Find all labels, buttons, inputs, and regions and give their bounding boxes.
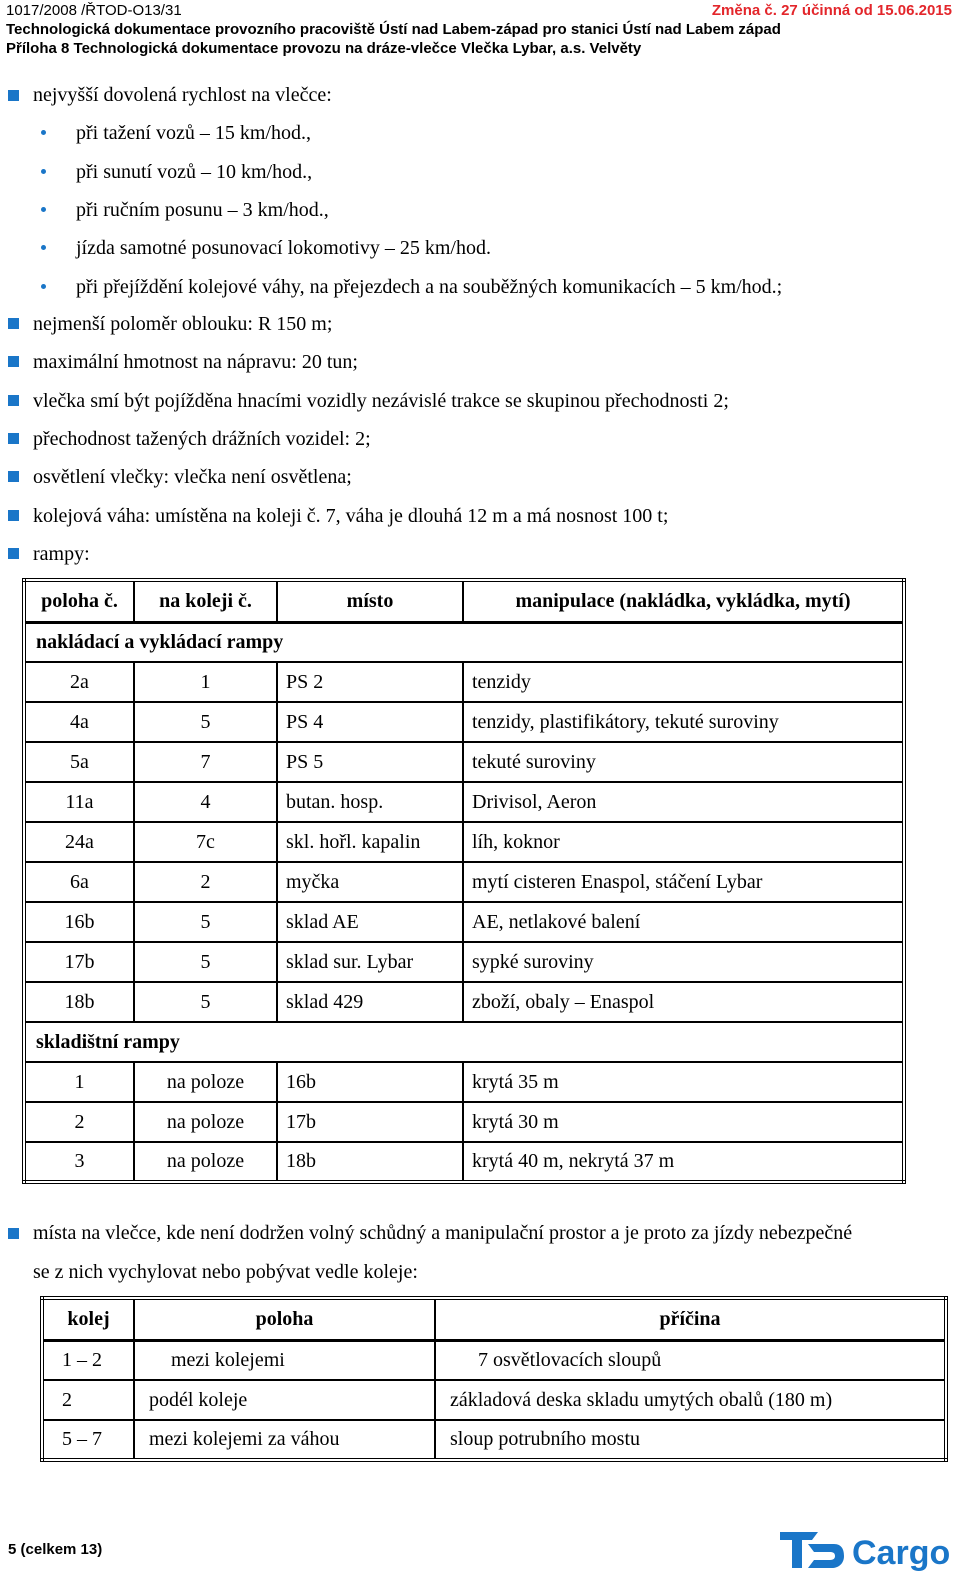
table-row — [42, 1420, 946, 1460]
table-cell: mezi kolejemi — [134, 1340, 435, 1380]
square-bullet-icon — [8, 548, 19, 559]
table-row — [24, 702, 904, 742]
column-header: na koleji č. — [134, 580, 277, 622]
table-row — [42, 1340, 946, 1380]
table-row — [24, 782, 904, 822]
table-cell: krytá 35 m — [463, 1062, 904, 1102]
table-cell: líh, koknor — [463, 822, 904, 862]
table-cell: 17b — [24, 942, 134, 982]
table-cell: Drivisol, Aeron — [463, 782, 904, 822]
table-row — [24, 822, 904, 862]
square-bullet-icon — [8, 356, 19, 367]
table-cell: sklad AE — [277, 902, 463, 942]
table-cell: základová deska skladu umytých obalů (180 m) — [435, 1380, 946, 1420]
danger-text-line1: místa na vlečce, kde není dodržen volný schůdný a manipulační prostor a je proto za jízdy nebezpečné — [33, 1222, 853, 1244]
table-cell: 16b — [24, 902, 134, 942]
table-cell: 2a — [24, 662, 134, 702]
table-cell: podél koleje — [134, 1380, 435, 1420]
table-cell: butan. hosp. — [277, 782, 463, 822]
square-bullet-icon — [8, 1228, 19, 1239]
speed-item: jízda samotné posunovací lokomotivy – 25 km/hod. — [76, 237, 491, 259]
list-item: kolejová váha: umístěna na koleji č. 7, váha je dlouhá 12 m a má nosnost 100 t; — [33, 505, 669, 527]
table-cell: na poloze — [134, 1102, 277, 1142]
speed-intro: nejvyšší dovolená rychlost na vlečce: — [33, 84, 332, 106]
table-cell: 24a — [24, 822, 134, 862]
header-line3: Příloha 8 Technologická dokumentace provozu na dráze-vlečce Vlečka Lybar, a.s. Velvěty — [6, 40, 642, 57]
table-cell: 3 — [24, 1142, 134, 1182]
table-cell: tekuté suroviny — [463, 742, 904, 782]
table-cell: mytí cisteren Enaspol, stáčení Lybar — [463, 862, 904, 902]
column-header: příčina — [435, 1298, 946, 1340]
speed-item: při sunutí vozů – 10 km/hod., — [76, 161, 313, 183]
table-cell: 2 — [24, 1102, 134, 1142]
table-cell: 11a — [24, 782, 134, 822]
table-cell: 5 — [134, 902, 277, 942]
table-row — [24, 902, 904, 942]
header-top — [6, 2, 952, 20]
column-header: místo — [277, 580, 463, 622]
table-cell: na poloze — [134, 1142, 277, 1182]
table-cell: 17b — [277, 1102, 463, 1142]
table-cell: 4a — [24, 702, 134, 742]
dot-bullet-icon — [41, 284, 46, 289]
square-bullet-icon — [8, 90, 19, 101]
cd-logo-icon — [778, 1528, 954, 1572]
header-line2: Technologická dokumentace provozního pracoviště Ústí nad Labem-západ pro stanici Ústí nad Labem západ — [6, 21, 781, 38]
square-bullet-icon — [8, 433, 19, 444]
table-row — [24, 1102, 904, 1142]
table-cell: sklad 429 — [277, 982, 463, 1022]
table-row — [24, 862, 904, 902]
column-header: poloha — [134, 1298, 435, 1340]
table-cell: AE, netlakové balení — [463, 902, 904, 942]
speed-item: při tažení vozů – 15 km/hod., — [76, 122, 311, 144]
list-item: nejmenší poloměr oblouku: R 150 m; — [33, 313, 333, 335]
table-cell: tenzidy — [463, 662, 904, 702]
table-cell: 2 — [42, 1380, 134, 1420]
danger-text-line2: se z nich vychylovat nebo pobývat vedle koleje: — [33, 1261, 418, 1283]
logo-text: Cargo — [852, 1534, 951, 1572]
column-header: kolej — [42, 1298, 134, 1340]
table-cell: myčka — [277, 862, 463, 902]
table-row — [24, 662, 904, 702]
section-row — [24, 622, 904, 662]
table-cell: 5 — [134, 702, 277, 742]
column-header: poloha č. — [24, 580, 134, 622]
table-cell: 5 – 7 — [42, 1420, 134, 1460]
table-cell: skl. hořl. kapalin — [277, 822, 463, 862]
speed-item: při ručním posunu – 3 km/hod., — [76, 199, 329, 221]
table-cell: zboží, obaly – Enaspol — [463, 982, 904, 1022]
square-bullet-icon — [8, 395, 19, 406]
table-cell: 5 — [134, 942, 277, 982]
table-cell: 7 — [134, 742, 277, 782]
square-bullet-icon — [8, 471, 19, 482]
dot-bullet-icon — [41, 130, 46, 135]
table-cell: sypké suroviny — [463, 942, 904, 982]
table-row — [24, 742, 904, 782]
table-row — [24, 942, 904, 982]
change-notice: Změna č. 27 účinná od 15.06.2015 — [711, 2, 952, 19]
table-cell: 1 — [134, 662, 277, 702]
list-item: vlečka smí být pojížděna hnacími vozidly nezávislé trakce se skupinou přechodnosti 2; — [33, 390, 729, 412]
table-row — [42, 1380, 946, 1420]
document-id: 1017/2008 /ŘTOD-O13/31 — [6, 2, 182, 19]
table-cell: krytá 30 m — [463, 1102, 904, 1142]
table-cell: 18b — [277, 1142, 463, 1182]
cargo-logo — [778, 1528, 954, 1572]
section-title: nakládací a vykládací rampy — [24, 622, 904, 662]
ramps-table — [22, 578, 906, 1184]
section-row — [24, 1022, 904, 1062]
table-row — [24, 982, 904, 1022]
table-cell: PS 5 — [277, 742, 463, 782]
table-cell: 7c — [134, 822, 277, 862]
table-cell: 5a — [24, 742, 134, 782]
list-item: rampy: — [33, 543, 90, 565]
page-number: 5 (celkem 13) — [8, 1541, 103, 1558]
table-cell: PS 2 — [277, 662, 463, 702]
table-cell: na poloze — [134, 1062, 277, 1102]
section-title: skladištní rampy — [24, 1022, 904, 1062]
table-cell: krytá 40 m, nekrytá 37 m — [463, 1142, 904, 1182]
list-item: přechodnost tažených drážních vozidel: 2; — [33, 428, 371, 450]
table-cell: 1 – 2 — [42, 1340, 134, 1380]
dot-bullet-icon — [41, 207, 46, 212]
list-item: maximální hmotnost na nápravu: 20 tun; — [33, 351, 358, 373]
dot-bullet-icon — [41, 245, 46, 250]
table-cell: 6a — [24, 862, 134, 902]
table-cell: 18b — [24, 982, 134, 1022]
speed-item: při přejíždění kolejové váhy, na přejezdech a na souběžných komunikacích – 5 km/hod.; — [76, 276, 783, 298]
table-cell: sklad sur. Lybar — [277, 942, 463, 982]
square-bullet-icon — [8, 510, 19, 521]
column-header: manipulace (nakládka, vykládka, mytí) — [463, 580, 904, 622]
table-row — [24, 1142, 904, 1182]
table-cell: tenzidy, plastifikátory, tekuté suroviny — [463, 702, 904, 742]
table-cell: sloup potrubního mostu — [435, 1420, 946, 1460]
table-cell: mezi kolejemi za váhou — [134, 1420, 435, 1460]
table-cell: 5 — [134, 982, 277, 1022]
table-cell: PS 4 — [277, 702, 463, 742]
table-cell: 7 osvětlovacích sloupů — [435, 1340, 946, 1380]
danger-table — [40, 1296, 948, 1462]
table-header-row — [42, 1298, 946, 1340]
table-cell: 4 — [134, 782, 277, 822]
table-cell: 16b — [277, 1062, 463, 1102]
dot-bullet-icon — [41, 169, 46, 174]
table-row — [24, 1062, 904, 1102]
table-cell: 2 — [134, 862, 277, 902]
table-cell: 1 — [24, 1062, 134, 1102]
list-item: osvětlení vlečky: vlečka není osvětlena; — [33, 466, 352, 488]
square-bullet-icon — [8, 318, 19, 329]
table-header-row — [24, 580, 904, 622]
